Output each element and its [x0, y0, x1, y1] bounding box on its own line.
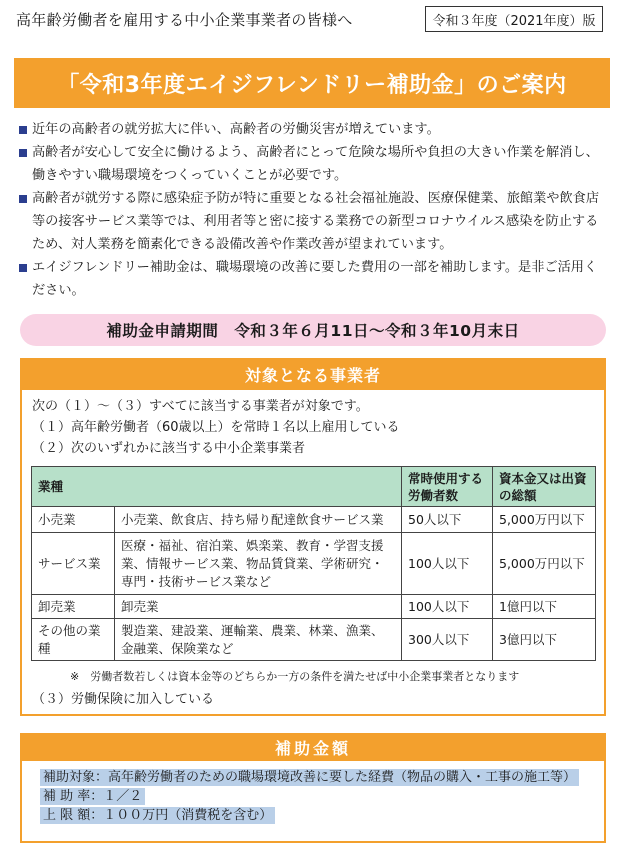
- table-row: [32, 595, 596, 619]
- industry-category-cell: 卸売業: [32, 595, 115, 619]
- intro-bullet-text: 高齢者が安心して安全に働けるよう、高齢者にとって危険な場所や負担の大きい作業を解消し、働きやすい職場環境をつくっていくことが必要です。: [32, 145, 599, 183]
- square-bullet-icon: [19, 264, 27, 272]
- eligibility-condition-2: （２）次のいずれかに該当する中小企業事業者: [32, 441, 306, 456]
- fiscal-year-badge: 令和３年度（2021年度）版: [425, 6, 603, 32]
- eligibility-lead: 次の（１）～（３）すべてに該当する事業者が対象です。: [32, 399, 369, 414]
- industry-detail-cell: 卸売業: [115, 595, 402, 619]
- intro-bullet-text: 近年の高齢者の就労拡大に伴い、高齢者の労働災害が増えています。: [32, 122, 440, 137]
- table-header-row: [32, 467, 596, 507]
- industry-detail-cell: 医療・福祉、宿泊業、娯楽業、教育・学習支援業、情報サービス業、物品賃貸業、学術研究・専門・技術サービス業など: [115, 533, 402, 595]
- column-header-industry: 業種: [32, 467, 402, 507]
- workers-cell: 50人以下: [402, 507, 493, 533]
- intro-bullet-item: [18, 141, 608, 187]
- column-header-capital: 資本金又は出資の総額: [493, 467, 596, 507]
- application-period-pill: 補助金申請期間 令和３年６月11日〜令和３年10月末日: [20, 314, 606, 346]
- intro-bullet-item: [18, 187, 608, 256]
- square-bullet-icon: [19, 149, 27, 157]
- subsidy-section-heading: 補助金額: [20, 733, 606, 761]
- workers-cell: 100人以下: [402, 595, 493, 619]
- table-row: [32, 619, 596, 661]
- intro-bullet-list: [18, 118, 608, 302]
- workers-cell: 100人以下: [402, 533, 493, 595]
- sme-criteria-note: ※ 労働者数若しくは資本金等のどちらか一方の条件を満たせば中小企業事業者となります: [70, 670, 520, 683]
- capital-cell: 5,000万円以下: [493, 533, 596, 595]
- industry-detail-cell: 製造業、建設業、運輸業、農業、林業、漁業、金融業、保険業など: [115, 619, 402, 661]
- square-bullet-icon: [19, 195, 27, 203]
- subsidy-target-line: 補助対象：高年齢労働者のための職場環境改善に要した経費（物品の購入・工事の施工等）: [40, 769, 579, 786]
- page-title-banner: 「令和3年度エイジフレンドリー補助金」のご案内: [14, 58, 610, 108]
- intro-bullet-item: [18, 118, 608, 141]
- eligibility-condition-1: （１）高年齢労働者（60歳以上）を常時１名以上雇用している: [32, 420, 400, 435]
- intro-section: [18, 118, 608, 302]
- industry-category-cell: その他の業種: [32, 619, 115, 661]
- industry-category-cell: サービス業: [32, 533, 115, 595]
- industry-detail-cell: 小売業、飲食店、持ち帰り配達飲食サービス業: [115, 507, 402, 533]
- intro-bullet-text: 高齢者が就労する際に感染症予防が特に重要となる社会福祉施設、医療保健業、旅館業や飲食店等の接客サービス業等では、利用者等と密に接する業務での新型コロナウイルス感染を防止するため、対人業務を簡素化できる設備改善や作業改善が望まれています。: [32, 191, 600, 252]
- capital-cell: 5,000万円以下: [493, 507, 596, 533]
- industry-category-cell: 小売業: [32, 507, 115, 533]
- eligibility-condition-3: （３）労働保険に加入している: [32, 692, 215, 707]
- subsidy-rate-line: 補 助 率：１／２: [40, 788, 145, 805]
- sme-criteria-table: [31, 466, 596, 661]
- intro-bullet-text: エイジフレンドリー補助金は、職場環境の改善に要した費用の一部を補助します。是非ご活用ください。: [32, 260, 598, 298]
- capital-cell: 3億円以下: [493, 619, 596, 661]
- capital-cell: 1億円以下: [493, 595, 596, 619]
- eligibility-section-heading: 対象となる事業者: [20, 358, 606, 390]
- table-row: [32, 533, 596, 595]
- page-subtitle: 高年齢労働者を雇用する中小企業事業者の皆様へ: [16, 11, 353, 29]
- page-header: [0, 0, 626, 50]
- subsidy-limit-line: 上 限 額：１００万円（消費税を含む）: [40, 807, 275, 824]
- workers-cell: 300人以下: [402, 619, 493, 661]
- table-row: [32, 507, 596, 533]
- square-bullet-icon: [19, 126, 27, 134]
- column-header-workers: 常時使用する労働者数: [402, 467, 493, 507]
- intro-bullet-item: [18, 256, 608, 302]
